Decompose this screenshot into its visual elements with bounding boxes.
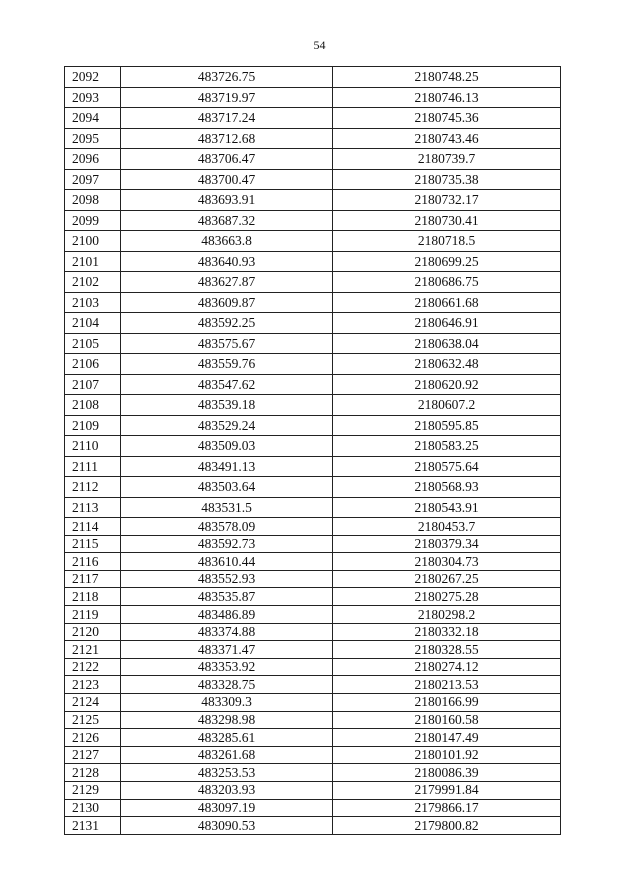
table-row [65,395,561,416]
page-number: 54 [313,38,326,52]
point-number-cell: 2120 [65,623,121,641]
y-coordinate-cell: 2180718.5 [333,231,561,252]
table-row [65,605,561,623]
point-number-cell: 2116 [65,553,121,571]
y-coordinate-cell: 2180745.36 [333,108,561,129]
y-coordinate-cell: 2180304.73 [333,553,561,571]
point-number-cell: 2102 [65,272,121,293]
y-coordinate-cell: 2180328.55 [333,641,561,659]
table-row [65,781,561,799]
table-row [65,693,561,711]
y-coordinate-cell: 2180699.25 [333,251,561,272]
x-coordinate-cell: 483717.24 [121,108,333,129]
table-row [65,415,561,436]
table-row [65,67,561,88]
coordinates-table [64,66,561,835]
point-number-cell: 2115 [65,535,121,553]
y-coordinate-cell: 2180632.48 [333,354,561,375]
x-coordinate-cell: 483261.68 [121,746,333,764]
y-coordinate-cell: 2179991.84 [333,781,561,799]
y-coordinate-cell: 2180646.91 [333,313,561,334]
x-coordinate-cell: 483640.93 [121,251,333,272]
point-number-cell: 2095 [65,128,121,149]
table-row [65,149,561,170]
y-coordinate-cell: 2180743.46 [333,128,561,149]
point-number-cell: 2093 [65,87,121,108]
point-number-cell: 2124 [65,693,121,711]
point-number-cell: 2109 [65,415,121,436]
point-number-cell: 2103 [65,292,121,313]
y-coordinate-cell: 2180101.92 [333,746,561,764]
y-coordinate-cell: 2179800.82 [333,817,561,835]
y-coordinate-cell: 2180732.17 [333,190,561,211]
x-coordinate-cell: 483353.92 [121,658,333,676]
y-coordinate-cell: 2180267.25 [333,570,561,588]
point-number-cell: 2092 [65,67,121,88]
coordinates-table-body [65,67,561,835]
y-coordinate-cell: 2180086.39 [333,764,561,782]
x-coordinate-cell: 483539.18 [121,395,333,416]
x-coordinate-cell: 483285.61 [121,729,333,747]
x-coordinate-cell: 483627.87 [121,272,333,293]
point-number-cell: 2100 [65,231,121,252]
y-coordinate-cell: 2180730.41 [333,210,561,231]
table-row [65,210,561,231]
y-coordinate-cell: 2180686.75 [333,272,561,293]
table-row [65,817,561,835]
table-row [65,128,561,149]
x-coordinate-cell: 483609.87 [121,292,333,313]
table-row [65,588,561,606]
x-coordinate-cell: 483687.32 [121,210,333,231]
x-coordinate-cell: 483559.76 [121,354,333,375]
point-number-cell: 2119 [65,605,121,623]
table-row [65,354,561,375]
table-row [65,497,561,518]
point-number-cell: 2111 [65,456,121,477]
x-coordinate-cell: 483529.24 [121,415,333,436]
x-coordinate-cell: 483700.47 [121,169,333,190]
x-coordinate-cell: 483509.03 [121,436,333,457]
x-coordinate-cell: 483547.62 [121,374,333,395]
table-row [65,333,561,354]
table-row [65,623,561,641]
table-row [65,456,561,477]
y-coordinate-cell: 2180568.93 [333,477,561,498]
point-number-cell: 2126 [65,729,121,747]
y-coordinate-cell: 2180147.49 [333,729,561,747]
x-coordinate-cell: 483578.09 [121,518,333,536]
table-row [65,436,561,457]
table-row [65,676,561,694]
y-coordinate-cell: 2180298.2 [333,605,561,623]
x-coordinate-cell: 483328.75 [121,676,333,694]
point-number-cell: 2114 [65,518,121,536]
y-coordinate-cell: 2180453.7 [333,518,561,536]
x-coordinate-cell: 483706.47 [121,149,333,170]
x-coordinate-cell: 483253.53 [121,764,333,782]
x-coordinate-cell: 483535.87 [121,588,333,606]
table-row [65,641,561,659]
x-coordinate-cell: 483726.75 [121,67,333,88]
x-coordinate-cell: 483719.97 [121,87,333,108]
table-row [65,87,561,108]
point-number-cell: 2127 [65,746,121,764]
point-number-cell: 2106 [65,354,121,375]
point-number-cell: 2105 [65,333,121,354]
point-number-cell: 2131 [65,817,121,835]
y-coordinate-cell: 2180275.28 [333,588,561,606]
point-number-cell: 2125 [65,711,121,729]
point-number-cell: 2097 [65,169,121,190]
x-coordinate-cell: 483610.44 [121,553,333,571]
x-coordinate-cell: 483552.93 [121,570,333,588]
y-coordinate-cell: 2180213.53 [333,676,561,694]
x-coordinate-cell: 483097.19 [121,799,333,817]
x-coordinate-cell: 483309.3 [121,693,333,711]
x-coordinate-cell: 483575.67 [121,333,333,354]
y-coordinate-cell: 2180638.04 [333,333,561,354]
x-coordinate-cell: 483712.68 [121,128,333,149]
table-row [65,231,561,252]
table-row [65,764,561,782]
table-row [65,477,561,498]
table-row [65,535,561,553]
point-number-cell: 2094 [65,108,121,129]
y-coordinate-cell: 2180166.99 [333,693,561,711]
point-number-cell: 2101 [65,251,121,272]
point-number-cell: 2117 [65,570,121,588]
y-coordinate-cell: 2180543.91 [333,497,561,518]
y-coordinate-cell: 2180661.68 [333,292,561,313]
table-row [65,108,561,129]
point-number-cell: 2121 [65,641,121,659]
point-number-cell: 2112 [65,477,121,498]
table-row [65,169,561,190]
y-coordinate-cell: 2180575.64 [333,456,561,477]
point-number-cell: 2122 [65,658,121,676]
point-number-cell: 2098 [65,190,121,211]
y-coordinate-cell: 2180735.38 [333,169,561,190]
point-number-cell: 2113 [65,497,121,518]
y-coordinate-cell: 2180620.92 [333,374,561,395]
x-coordinate-cell: 483090.53 [121,817,333,835]
x-coordinate-cell: 483374.88 [121,623,333,641]
x-coordinate-cell: 483663.8 [121,231,333,252]
y-coordinate-cell: 2179866.17 [333,799,561,817]
table-row [65,570,561,588]
table-row [65,658,561,676]
point-number-cell: 2110 [65,436,121,457]
point-number-cell: 2118 [65,588,121,606]
table-row [65,190,561,211]
table-row [65,711,561,729]
point-number-cell: 2129 [65,781,121,799]
y-coordinate-cell: 2180746.13 [333,87,561,108]
table-row [65,251,561,272]
y-coordinate-cell: 2180160.58 [333,711,561,729]
x-coordinate-cell: 483298.98 [121,711,333,729]
table-row [65,553,561,571]
x-coordinate-cell: 483491.13 [121,456,333,477]
point-number-cell: 2107 [65,374,121,395]
y-coordinate-cell: 2180595.85 [333,415,561,436]
y-coordinate-cell: 2180739.7 [333,149,561,170]
x-coordinate-cell: 483592.73 [121,535,333,553]
y-coordinate-cell: 2180583.25 [333,436,561,457]
table-row [65,292,561,313]
x-coordinate-cell: 483531.5 [121,497,333,518]
table-row [65,746,561,764]
point-number-cell: 2108 [65,395,121,416]
x-coordinate-cell: 483503.64 [121,477,333,498]
table-row [65,799,561,817]
x-coordinate-cell: 483592.25 [121,313,333,334]
y-coordinate-cell: 2180332.18 [333,623,561,641]
x-coordinate-cell: 483203.93 [121,781,333,799]
x-coordinate-cell: 483486.89 [121,605,333,623]
y-coordinate-cell: 2180607.2 [333,395,561,416]
y-coordinate-cell: 2180274.12 [333,658,561,676]
table-row [65,518,561,536]
table-row [65,272,561,293]
point-number-cell: 2096 [65,149,121,170]
point-number-cell: 2104 [65,313,121,334]
point-number-cell: 2130 [65,799,121,817]
point-number-cell: 2123 [65,676,121,694]
table-row [65,313,561,334]
point-number-cell: 2099 [65,210,121,231]
x-coordinate-cell: 483371.47 [121,641,333,659]
point-number-cell: 2128 [65,764,121,782]
table-row [65,374,561,395]
table-row [65,729,561,747]
x-coordinate-cell: 483693.91 [121,190,333,211]
y-coordinate-cell: 2180379.34 [333,535,561,553]
y-coordinate-cell: 2180748.25 [333,67,561,88]
